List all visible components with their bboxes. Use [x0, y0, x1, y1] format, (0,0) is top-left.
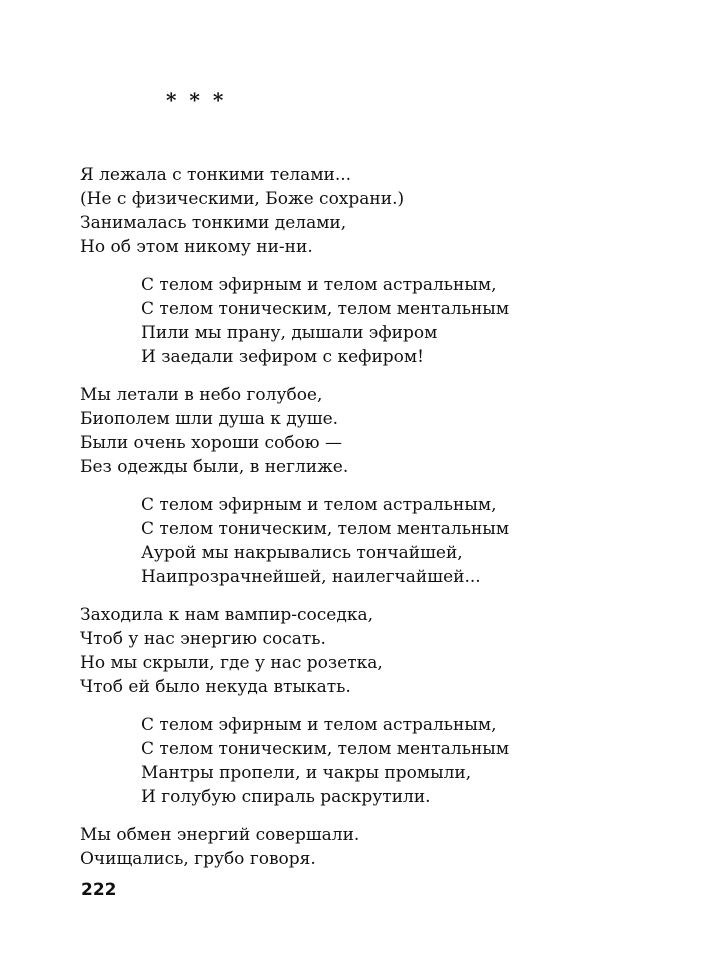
poem-line: Я лежала с тонкими телами... [80, 165, 352, 185]
poem-line: Очищались, грубо говоря. [80, 849, 316, 869]
section-ornament: * * * [166, 88, 227, 112]
poem-line: С телом эфирным и телом астральным, [141, 495, 497, 515]
poem-line: Были очень хороши собою — [80, 433, 342, 453]
poem-line: С телом эфирным и телом астральным, [141, 715, 497, 735]
poem-line: (Не с физическими, Боже сохрани.) [80, 189, 405, 209]
poem-line: Мы летали в небо голубое, [80, 385, 323, 405]
poem-line: Пили мы прану, дышали эфиром [141, 323, 438, 343]
stanza-4 [80, 823, 680, 871]
poem-line: Без одежды были, в неглиже. [80, 457, 349, 477]
poem-line: Но мы скрыли, где у нас розетка, [80, 653, 383, 673]
poem-line: И голубую спираль раскрутили. [141, 787, 431, 807]
poem-line: И заедали зефиром с кефиром! [141, 347, 424, 367]
poem-line: Занималась тонкими делами, [80, 213, 347, 233]
poem-line: Аурой мы накрывались тончайшей, [141, 543, 463, 563]
refrain-3 [141, 713, 680, 809]
poem-line: Но об этом никому ни-ни. [80, 237, 313, 257]
stanza-3 [80, 603, 680, 699]
stanza-1 [80, 163, 680, 259]
poem-line: С телом эфирным и телом астральным, [141, 275, 497, 295]
stanza-2 [80, 383, 680, 479]
refrain-2 [141, 493, 680, 589]
poem-line: С телом тоническим, телом ментальным [141, 299, 510, 319]
poem-line: Заходила к нам вампир-соседка, [80, 605, 373, 625]
poem-line: Мантры пропели, и чакры промыли, [141, 763, 472, 783]
page-number: 222 [81, 880, 117, 900]
poem [80, 163, 680, 885]
refrain-1 [141, 273, 680, 369]
poem-line: Чтоб у нас энергию сосать. [80, 629, 326, 649]
poem-line: Биополем шли душа к душе. [80, 409, 339, 429]
poem-line: Наипрозрачнейшей, наилегчайшей... [141, 567, 481, 587]
poem-line: С телом тоническим, телом ментальным [141, 519, 510, 539]
poem-line: Чтоб ей было некуда втыкать. [80, 677, 351, 697]
poem-line: С телом тоническим, телом ментальным [141, 739, 510, 759]
poem-line: Мы обмен энергий совершали. [80, 825, 360, 845]
